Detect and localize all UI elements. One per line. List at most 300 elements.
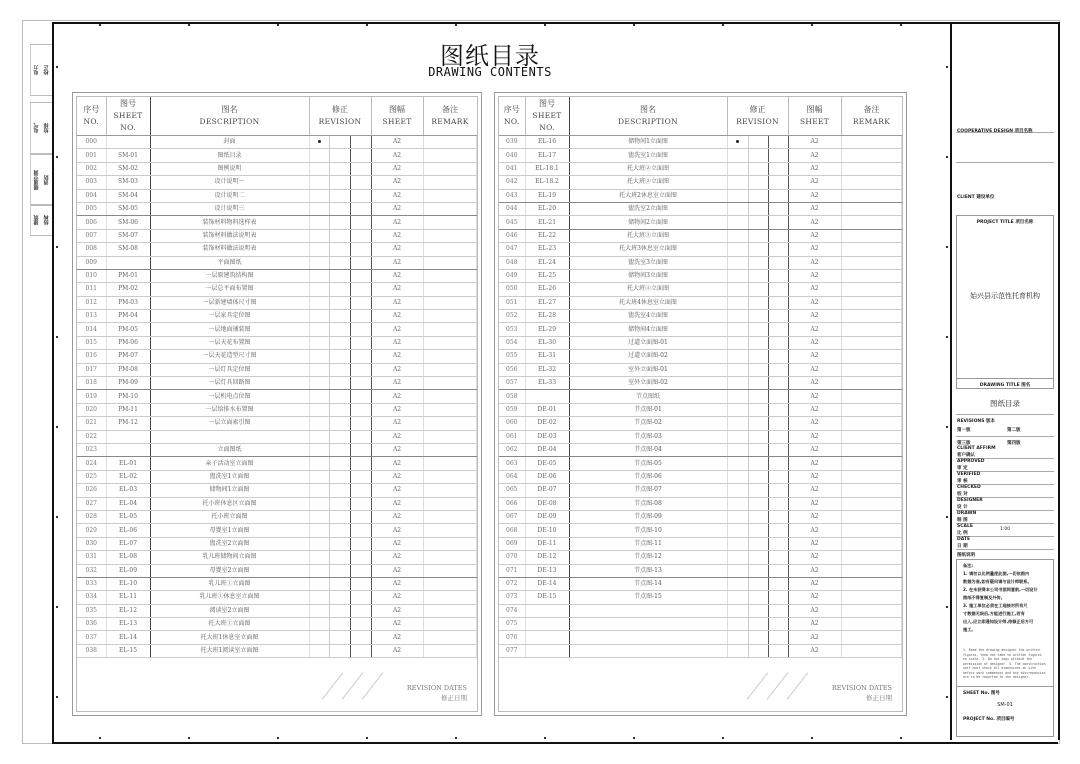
revision-cell: [329, 430, 350, 443]
sheet-size: A2: [788, 162, 841, 175]
table-row: [499, 256, 902, 269]
remark: [423, 189, 476, 202]
sheet-size: A2: [788, 202, 841, 215]
sheet-size: A2: [371, 430, 423, 443]
table-row: [499, 310, 902, 323]
remark: [423, 229, 476, 242]
sheet-number: EL-12: [106, 604, 150, 617]
revision-mark: [727, 176, 748, 189]
revision-cell: [329, 229, 350, 242]
sheet-size: A2: [788, 591, 841, 604]
revision-cell: [748, 604, 768, 617]
sheet-size: A2: [371, 497, 423, 510]
sheet-description: 亲子活动室立面图: [150, 457, 309, 470]
sheet-number: EL-21: [525, 216, 569, 229]
revision-mark: [727, 202, 748, 215]
sheet-size: A2: [371, 216, 423, 229]
sheet-size: A2: [371, 510, 423, 523]
sheet-description: 室外立面图-02: [569, 377, 727, 390]
revision-cell: [350, 243, 371, 256]
revision-cell: [350, 417, 371, 430]
table-row: [499, 524, 902, 537]
sheet-number: DE-09: [525, 510, 569, 523]
row-number: 006: [77, 216, 106, 229]
row-number: 050: [499, 283, 525, 296]
table-row: [77, 269, 477, 282]
sheet-number: SM-01: [106, 149, 150, 162]
revision-cell: [748, 350, 768, 363]
revision-cell: [748, 631, 768, 644]
sheet-description: 平面图纸: [150, 256, 309, 269]
table-row: [499, 323, 902, 336]
sheet-number: [525, 390, 569, 403]
sheet-number: SM-07: [106, 229, 150, 242]
revision-cell: [748, 149, 768, 162]
sheet-number: EL-20: [525, 202, 569, 215]
sheet-number: [106, 136, 150, 149]
sheet-number: DE-05: [525, 457, 569, 470]
revision-cell: [350, 443, 371, 456]
revision-cell: [748, 189, 768, 202]
sheet-number: EL-13: [106, 618, 150, 631]
remark: [423, 403, 476, 416]
sheet-description: 设计说明二: [150, 189, 309, 202]
revision-cell: [768, 644, 788, 657]
page-subtitle: DRAWING CONTENTS: [428, 65, 552, 79]
remark: [423, 256, 476, 269]
sheet-description: 一层地面铺装图: [150, 323, 309, 336]
strip-label: 建筑: [30, 205, 41, 235]
sheet-size: A2: [371, 176, 423, 189]
sheet-number: EL-06: [106, 524, 150, 537]
revision-mark: [309, 443, 329, 456]
remark: [841, 417, 901, 430]
revision-cell: [329, 564, 350, 577]
revision-cell: [350, 269, 371, 282]
sheet-number: PM-02: [106, 283, 150, 296]
revision-mark: [309, 243, 329, 256]
strip-label: 给排: [43, 123, 50, 133]
table-row: [77, 162, 477, 175]
row-number: 022: [77, 430, 106, 443]
revision-cell: [748, 484, 768, 497]
revision-mark: [727, 484, 748, 497]
table-row: [77, 283, 477, 296]
revision-cell: [748, 430, 768, 443]
sheet-description: 托大班1阅读室立面图: [150, 644, 309, 657]
sheet-number: DE-04: [525, 443, 569, 456]
revision-cell: [768, 283, 788, 296]
sheet-number: SM-03: [106, 176, 150, 189]
sheet-size: A2: [371, 283, 423, 296]
remark: [841, 323, 901, 336]
revision-mark: [309, 136, 329, 149]
table-row: [77, 417, 477, 430]
sheet-number: SM-02: [106, 162, 150, 175]
sheet-size: A2: [788, 484, 841, 497]
sheet-number: [106, 443, 150, 456]
revision-mark: [309, 644, 329, 657]
strip-label: 电气: [30, 103, 41, 153]
revision-cell: [748, 510, 768, 523]
remark: [423, 484, 476, 497]
revision-cell: [748, 229, 768, 242]
remark: [841, 202, 901, 215]
row-number: 043: [499, 189, 525, 202]
sheet-description: 一层灯具回路图: [150, 377, 309, 390]
remark: [423, 283, 476, 296]
revision-mark: [727, 269, 748, 282]
sheet-number: EL-22: [525, 229, 569, 242]
row-number: 013: [77, 310, 106, 323]
sheet-description: [569, 604, 727, 617]
sheet-description: 母婴室2立面图: [150, 564, 309, 577]
row-number: 070: [499, 551, 525, 564]
sheet-number: [525, 604, 569, 617]
sheet-size: A2: [371, 564, 423, 577]
sheet-number: PM-10: [106, 390, 150, 403]
revision-cell: [768, 229, 788, 242]
project-title-label: PROJECT TITLE 项目名称: [976, 220, 1034, 225]
revision-mark: [309, 510, 329, 523]
remark: [841, 497, 901, 510]
row-number: 009: [77, 256, 106, 269]
revision-mark: [727, 644, 748, 657]
remark: [423, 430, 476, 443]
revision-mark: [309, 202, 329, 215]
revision-mark: [309, 457, 329, 470]
sheet-number: DE-08: [525, 497, 569, 510]
strip-cell: [30, 204, 52, 236]
designer-cn: 设 计: [957, 505, 968, 510]
remark: [841, 577, 901, 590]
revision-cell: [350, 537, 371, 550]
drawn-label: DRAWN: [957, 511, 977, 516]
remark: [841, 524, 901, 537]
row-number: 052: [499, 310, 525, 323]
remark: [423, 377, 476, 390]
revision-cell: [329, 591, 350, 604]
revision-mark: [727, 377, 748, 390]
sheet-number: DE-07: [525, 484, 569, 497]
remark: [841, 510, 901, 523]
revision-cell: [329, 323, 350, 336]
sheet-number: PM-09: [106, 377, 150, 390]
sheet-size: A2: [371, 243, 423, 256]
table-row: [499, 510, 902, 523]
revision-cell: [329, 189, 350, 202]
revision-cell: [350, 296, 371, 309]
row-number: 019: [77, 390, 106, 403]
approved-label: APPROVED: [957, 459, 985, 464]
sheet-size: A2: [788, 631, 841, 644]
sheet-size: A2: [788, 243, 841, 256]
sheet-size: A2: [371, 310, 423, 323]
header-revision: 修正 REVISION: [309, 97, 371, 136]
revision-cell: [768, 430, 788, 443]
sheet-size: A2: [371, 363, 423, 376]
remark: [423, 618, 476, 631]
table-row: [77, 443, 477, 456]
sheet-description: 储物间4立面图: [569, 323, 727, 336]
revision-cell: [748, 256, 768, 269]
sheet-number: EL-05: [106, 510, 150, 523]
row-number: 016: [77, 350, 106, 363]
sheet-description: 节点图-05: [569, 457, 727, 470]
sheet-description: 设计说明三: [150, 202, 309, 215]
revision-mark: [309, 604, 329, 617]
revision-mark: [309, 229, 329, 242]
sheet-no-value: SM-01: [997, 702, 1013, 708]
revision-mark: [727, 551, 748, 564]
sheet-size: A2: [788, 363, 841, 376]
sheet-size: A2: [371, 457, 423, 470]
remark: [841, 537, 901, 550]
table-row: [77, 310, 477, 323]
sheet-description: 节点图-15: [569, 591, 727, 604]
revision-cell: [350, 577, 371, 590]
table-row: [77, 631, 477, 644]
revision-cell: [768, 336, 788, 349]
table-row: [77, 430, 477, 443]
sheet-size: A2: [371, 484, 423, 497]
revision-cell: [350, 564, 371, 577]
revision-cell: [768, 403, 788, 416]
sheet-size: A2: [788, 551, 841, 564]
header-sheet: 图幅 SHEET: [371, 97, 423, 136]
sheet-number: EL-23: [525, 243, 569, 256]
cooperative-design-label: COOPERATIVE DESIGN 项目名称: [957, 129, 1033, 134]
revision-mark: [309, 403, 329, 416]
row-number: 064: [499, 470, 525, 483]
sheet-description: 托大班2休息室立面图: [569, 189, 727, 202]
sheet-description: [569, 618, 727, 631]
revision-mark: [727, 591, 748, 604]
revision-cell: [329, 551, 350, 564]
revision-cell: [350, 229, 371, 242]
sheet-size: A2: [371, 377, 423, 390]
table-row: [499, 618, 902, 631]
revision-cell: [329, 604, 350, 617]
revision-cell: [768, 363, 788, 376]
table-row: [499, 430, 902, 443]
table-header-row: [499, 97, 902, 136]
revision-mark: [727, 631, 748, 644]
sheet-description: 室外立面图-01: [569, 363, 727, 376]
sheet-size: A2: [788, 417, 841, 430]
row-number: 028: [77, 510, 106, 523]
remark: [423, 537, 476, 550]
header-description: 图名 DESCRIPTION: [150, 97, 309, 136]
table-row: [499, 162, 902, 175]
remark: [841, 591, 901, 604]
sheet-size: A2: [788, 189, 841, 202]
revision-cell: [768, 310, 788, 323]
row-number: 033: [77, 577, 106, 590]
row-number: 023: [77, 443, 106, 456]
revision-cell: [748, 216, 768, 229]
table-row: [77, 551, 477, 564]
row-number: 004: [77, 189, 106, 202]
date-cn: 日 期: [957, 544, 968, 549]
table-row: [499, 577, 902, 590]
sheet-number: DE-12: [525, 551, 569, 564]
revision-cell: [329, 497, 350, 510]
table-row: [77, 256, 477, 269]
row-number: 072: [499, 577, 525, 590]
revision-mark: [727, 162, 748, 175]
revision-mark: [727, 363, 748, 376]
revision-cell: [748, 136, 768, 149]
sheet-description: 乳儿班①立面图: [150, 577, 309, 590]
sheet-size: A2: [371, 644, 423, 657]
sheet-number: DE-06: [525, 470, 569, 483]
remark: [841, 189, 901, 202]
sheet-number: DE-13: [525, 564, 569, 577]
revision-cell: [350, 644, 371, 657]
revision-mark: [727, 229, 748, 242]
sheet-number: EL-16: [525, 136, 569, 149]
row-number: 042: [499, 176, 525, 189]
table-row: [499, 202, 902, 215]
revision-cell: [329, 484, 350, 497]
sheet-size: A2: [788, 283, 841, 296]
revision-cell: [768, 510, 788, 523]
sheet-size: A2: [371, 269, 423, 282]
table-row: [499, 243, 902, 256]
revision-cell: [329, 216, 350, 229]
revision-cell: [748, 283, 768, 296]
revision-cell: [748, 457, 768, 470]
sheet-description: 母婴室1立面图: [150, 524, 309, 537]
row-number: 005: [77, 202, 106, 215]
sheet-description: 一层机电点位图: [150, 390, 309, 403]
revision-cell: [350, 484, 371, 497]
table-row: [499, 176, 902, 189]
revision-mark: [727, 577, 748, 590]
revision-cell: [748, 537, 768, 550]
sheet-number: EL-24: [525, 256, 569, 269]
table-row: [499, 336, 902, 349]
revision-cell: [329, 136, 350, 149]
remark: [841, 176, 901, 189]
notes-section-label: 图纸说明: [957, 553, 975, 558]
row-number: 068: [499, 524, 525, 537]
table-header-row: [77, 97, 477, 136]
revision-cell: [748, 269, 768, 282]
row-number: 018: [77, 377, 106, 390]
sheet-description: 一层总平面布置图: [150, 283, 309, 296]
sheet-description: 节点图-01: [569, 403, 727, 416]
row-number: 000: [77, 136, 106, 149]
row-number: 054: [499, 336, 525, 349]
sheet-description: 盥洗室2立面图: [150, 537, 309, 550]
row-number: 038: [77, 644, 106, 657]
page-title: 图纸目录: [440, 42, 540, 70]
remark: [841, 162, 901, 175]
sheet-description: 一层给排水布置图: [150, 403, 309, 416]
row-number: 061: [499, 430, 525, 443]
revision-mark: [727, 564, 748, 577]
sheet-description: 节点图-12: [569, 551, 727, 564]
sheet-number: [106, 430, 150, 443]
sheet-size: A2: [788, 377, 841, 390]
revision-mark: [309, 189, 329, 202]
sheet-description: 节点图纸: [569, 390, 727, 403]
sheet-description: 设计说明一: [150, 176, 309, 189]
table-row: [499, 591, 902, 604]
remark: [423, 296, 476, 309]
sheet-number: EL-02: [106, 470, 150, 483]
sheet-description: 装饰材料做法说明表: [150, 243, 309, 256]
sheet-size: A2: [788, 149, 841, 162]
row-number: 059: [499, 403, 525, 416]
row-number: 071: [499, 564, 525, 577]
sheet-size: A2: [371, 618, 423, 631]
sheet-number: EL-14: [106, 631, 150, 644]
row-number: 011: [77, 283, 106, 296]
table-row: [77, 323, 477, 336]
sheet-description: 储物间3立面图: [569, 269, 727, 282]
revision-cell: [748, 363, 768, 376]
sheet-size: A2: [788, 296, 841, 309]
revision-cell: [350, 618, 371, 631]
revision-mark: [727, 243, 748, 256]
sheet-size: A2: [371, 336, 423, 349]
sheet-description: 节点图-11: [569, 537, 727, 550]
revision-cell: [329, 390, 350, 403]
remark: [423, 390, 476, 403]
row-number: 026: [77, 484, 106, 497]
revision-cell: [768, 323, 788, 336]
revision-cell: [748, 577, 768, 590]
remark: [841, 216, 901, 229]
sheet-description: 托小班休息区立面图: [150, 497, 309, 510]
sheet-number: [106, 256, 150, 269]
sheet-size: A2: [371, 202, 423, 215]
sheet-number: EL-07: [106, 537, 150, 550]
table-row: [77, 229, 477, 242]
table-row: [77, 537, 477, 550]
revision-mark: [727, 189, 748, 202]
sheet-number: SM-08: [106, 243, 150, 256]
sheet-description: 节点图-14: [569, 577, 727, 590]
revision-mark: [727, 296, 748, 309]
sheet-size: A2: [371, 443, 423, 456]
row-number: 049: [499, 269, 525, 282]
sheet-description: 一层家具定位图: [150, 310, 309, 323]
revision-cell: [329, 417, 350, 430]
row-number: 015: [77, 336, 106, 349]
sheet-size: A2: [788, 430, 841, 443]
sheet-description: 一层天花造型尺寸图: [150, 350, 309, 363]
sheet-number: EL-09: [106, 564, 150, 577]
revision-cell: [329, 310, 350, 323]
revision-cell: [748, 176, 768, 189]
sheet-number: [525, 631, 569, 644]
remark: [423, 243, 476, 256]
revision-cell: [350, 323, 371, 336]
table-row: [77, 591, 477, 604]
table-body-left: [77, 136, 477, 658]
sheet-size: A2: [788, 310, 841, 323]
table-row: [77, 604, 477, 617]
revision-mark: [309, 470, 329, 483]
revision-mark: [727, 417, 748, 430]
table-row: [77, 524, 477, 537]
revision-cell: [768, 202, 788, 215]
sheet-number: SM-06: [106, 216, 150, 229]
